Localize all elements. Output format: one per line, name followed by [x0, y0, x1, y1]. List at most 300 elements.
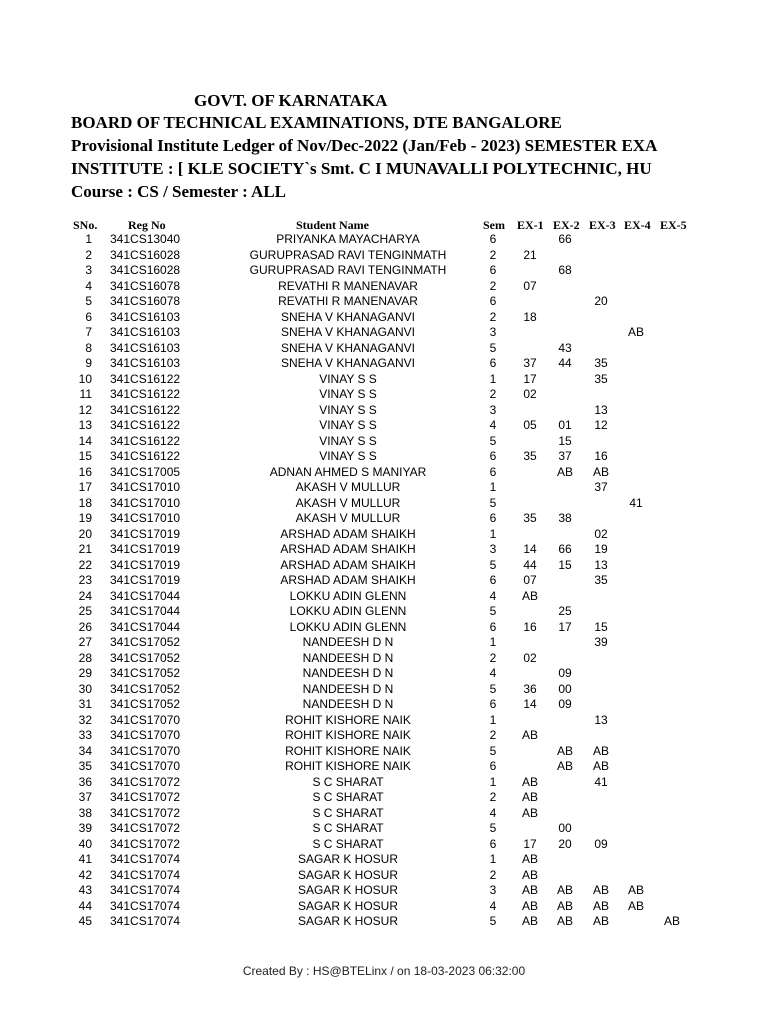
- row-ex3: AB: [592, 883, 609, 897]
- table-row: [0, 403, 768, 419]
- row-ex5: AB: [663, 914, 680, 928]
- row-sem: 6: [489, 356, 497, 370]
- row-sno: 26: [78, 619, 92, 634]
- row-student-name: ARSHAD ADAM SHAIKH: [280, 573, 416, 587]
- row-student-name: AKASH V MULLUR: [295, 480, 401, 494]
- row-ex4: AB: [627, 898, 644, 913]
- table-row: [0, 263, 768, 279]
- row-student-name: S C SHARAT: [312, 821, 384, 835]
- row-sem: 5: [489, 340, 497, 355]
- row-sem: 1: [489, 712, 497, 727]
- row-ex3: AB: [592, 914, 609, 928]
- row-sem: 4: [489, 666, 497, 680]
- row-sno: 5: [85, 294, 92, 308]
- row-ex3: 39: [594, 635, 608, 649]
- row-student-name: LOKKU ADIN GLENN: [289, 619, 407, 634]
- row-sem: 4: [489, 898, 497, 913]
- row-student-name: ARSHAD ADAM SHAIKH: [280, 542, 416, 556]
- row-sem: 3: [489, 883, 497, 897]
- row-student-name: NANDEESH D N: [302, 650, 394, 665]
- row-reg-no: 341CS17052: [110, 681, 181, 696]
- row-sno: 32: [78, 712, 92, 727]
- row-reg-no: 341CS16122: [110, 449, 181, 463]
- institute-title: INSTITUTE : [ KLE SOCIETY`s Smt. C I MUNAVALLI POLYTECHNIC, HU: [71, 159, 652, 178]
- row-ex2: AB: [556, 743, 573, 758]
- row-sno: 20: [78, 526, 92, 541]
- table-row: [0, 573, 768, 589]
- row-ex3: 35: [594, 356, 608, 370]
- row-ex2: AB: [556, 464, 573, 479]
- row-student-name: GURUPRASAD RAVI TENGINMATH: [249, 247, 447, 262]
- row-sno: 13: [78, 418, 92, 432]
- board-title: BOARD OF TECHNICAL EXAMINATIONS, DTE BANGALORE: [71, 113, 562, 132]
- table-row: [0, 899, 768, 915]
- row-ex2: 17: [558, 619, 572, 634]
- row-sem: 4: [489, 805, 497, 820]
- row-reg-no: 341CS17019: [110, 526, 181, 541]
- row-ex3: 13: [594, 712, 608, 727]
- ledger-table: [0, 232, 768, 930]
- row-ex3: AB: [592, 464, 609, 479]
- row-sno: 41: [78, 852, 92, 866]
- row-sno: 12: [78, 402, 92, 417]
- row-ex2: 00: [558, 821, 572, 835]
- row-ex3: AB: [592, 759, 609, 773]
- row-sem: 2: [489, 278, 497, 293]
- col-ex2-header: EX-2: [553, 218, 580, 232]
- row-sno: 9: [85, 356, 92, 370]
- row-ex1: AB: [521, 805, 538, 820]
- row-sem: 1: [489, 371, 497, 386]
- row-ex1: 05: [523, 418, 537, 432]
- row-sem: 5: [489, 495, 497, 510]
- table-row: [0, 821, 768, 837]
- row-reg-no: 341CS17074: [110, 898, 181, 913]
- row-sno: 25: [78, 604, 92, 618]
- table-row: [0, 651, 768, 667]
- table-row: [0, 728, 768, 744]
- row-student-name: SAGAR K HOSUR: [297, 867, 399, 882]
- table-row: [0, 248, 768, 264]
- row-ex1: 35: [523, 511, 537, 525]
- row-sem: 6: [489, 232, 497, 246]
- row-student-name: ROHIT KISHORE NAIK: [285, 728, 411, 742]
- row-reg-no: 341CS17052: [110, 635, 181, 649]
- row-sno: 33: [78, 728, 92, 742]
- row-ex3: 13: [594, 402, 608, 417]
- row-student-name: SNEHA V KHANAGANVI: [280, 325, 416, 339]
- row-ex1: 14: [523, 697, 537, 711]
- row-ex2: AB: [556, 914, 573, 928]
- row-sem: 6: [489, 464, 497, 479]
- table-row: [0, 837, 768, 853]
- table-row: [0, 356, 768, 372]
- row-reg-no: 341CS17010: [110, 480, 181, 494]
- row-reg-no: 341CS17074: [110, 852, 181, 866]
- row-reg-no: 341CS16103: [110, 340, 181, 355]
- table-row: [0, 279, 768, 295]
- row-ex2: 66: [558, 232, 572, 246]
- row-sem: 4: [489, 418, 497, 432]
- row-sno: 14: [78, 433, 92, 448]
- row-student-name: VINAY S S: [319, 433, 377, 448]
- col-ex4-header: EX-4: [624, 218, 651, 232]
- row-ex2: 43: [558, 340, 572, 355]
- row-ex1: AB: [521, 728, 538, 742]
- row-ex3: 13: [594, 557, 608, 572]
- row-sno: 16: [78, 464, 92, 479]
- row-sem: 1: [489, 480, 497, 494]
- row-student-name: VINAY S S: [319, 449, 377, 463]
- row-sem: 6: [489, 263, 497, 277]
- table-row: [0, 480, 768, 496]
- table-row: [0, 527, 768, 543]
- row-ex4: AB: [627, 325, 644, 339]
- row-reg-no: 341CS17072: [110, 836, 181, 851]
- row-sno: 30: [78, 681, 92, 696]
- table-row: [0, 790, 768, 806]
- row-reg-no: 341CS17052: [110, 666, 181, 680]
- row-sno: 37: [78, 790, 92, 804]
- row-reg-no: 341CS17005: [110, 464, 181, 479]
- row-ex2: 37: [558, 449, 572, 463]
- row-reg-no: 341CS16078: [110, 278, 181, 293]
- row-ex4: 41: [629, 495, 643, 510]
- table-row: [0, 465, 768, 481]
- row-ex1: 17: [523, 371, 537, 386]
- row-reg-no: 341CS16122: [110, 418, 181, 432]
- row-ex2: 25: [558, 604, 572, 618]
- row-ex3: 15: [594, 619, 608, 634]
- row-reg-no: 341CS16122: [110, 402, 181, 417]
- row-reg-no: 341CS17052: [110, 650, 181, 665]
- row-sno: 11: [79, 387, 92, 401]
- row-ex3: 09: [594, 836, 608, 851]
- row-student-name: SAGAR K HOSUR: [297, 883, 399, 897]
- row-student-name: ROHIT KISHORE NAIK: [285, 712, 411, 727]
- row-ex3: 19: [594, 542, 608, 556]
- table-row: [0, 341, 768, 357]
- row-sem: 2: [489, 309, 497, 324]
- row-sem: 1: [489, 635, 497, 649]
- row-reg-no: 341CS17019: [110, 557, 181, 572]
- row-sno: 24: [78, 588, 92, 603]
- table-row: [0, 542, 768, 558]
- row-ex3: 16: [594, 449, 608, 463]
- row-ex2: 00: [558, 681, 572, 696]
- row-reg-no: 341CS17072: [110, 805, 181, 820]
- table-row: [0, 620, 768, 636]
- row-sem: 2: [489, 247, 497, 262]
- row-ex1: 14: [523, 542, 537, 556]
- row-sno: 45: [78, 914, 92, 928]
- row-sno: 28: [78, 650, 92, 665]
- row-sno: 44: [78, 898, 92, 913]
- row-student-name: S C SHARAT: [312, 790, 384, 804]
- row-sno: 15: [78, 449, 92, 463]
- row-ex2: 15: [558, 557, 572, 572]
- row-reg-no: 341CS17070: [110, 712, 181, 727]
- row-ex1: 02: [523, 387, 537, 401]
- table-row: [0, 806, 768, 822]
- row-student-name: VINAY S S: [319, 387, 377, 401]
- row-reg-no: 341CS17074: [110, 883, 181, 897]
- row-student-name: SAGAR K HOSUR: [297, 914, 399, 928]
- row-ex2: 68: [558, 263, 572, 277]
- table-row: [0, 232, 768, 248]
- table-row: [0, 759, 768, 775]
- row-sem: 2: [489, 387, 497, 401]
- row-student-name: PRIYANKA MAYACHARYA: [276, 232, 420, 246]
- row-student-name: LOKKU ADIN GLENN: [289, 604, 407, 618]
- row-sno: 3: [85, 263, 92, 277]
- row-sem: 5: [489, 821, 497, 835]
- table-row: [0, 294, 768, 310]
- table-row: [0, 744, 768, 760]
- row-ex2: 20: [558, 836, 572, 851]
- table-row: [0, 589, 768, 605]
- row-sno: 43: [78, 883, 92, 897]
- row-ex1: 07: [523, 573, 537, 587]
- row-sem: 1: [489, 526, 497, 541]
- row-ex1: 16: [523, 619, 537, 634]
- col-ex1-header: EX-1: [517, 218, 544, 232]
- row-ex4: AB: [627, 883, 644, 897]
- row-ex1: 02: [523, 650, 537, 665]
- row-ex1: AB: [521, 588, 538, 603]
- row-sem: 6: [489, 573, 497, 587]
- table-row: [0, 511, 768, 527]
- row-student-name: NANDEESH D N: [302, 666, 394, 680]
- col-sno-header: SNo.: [73, 218, 98, 232]
- row-ex2: 15: [558, 433, 572, 448]
- row-student-name: GURUPRASAD RAVI TENGINMATH: [249, 263, 447, 277]
- row-sem: 3: [489, 402, 497, 417]
- row-sno: 36: [78, 774, 92, 789]
- table-row: [0, 852, 768, 868]
- row-sno: 1: [85, 232, 92, 246]
- row-ex2: AB: [556, 883, 573, 897]
- row-sno: 31: [78, 697, 92, 711]
- row-ex3: AB: [592, 898, 609, 913]
- row-sno: 29: [78, 666, 92, 680]
- row-sem: 6: [489, 511, 497, 525]
- row-reg-no: 341CS17070: [110, 759, 181, 773]
- document-header: [0, 0, 768, 210]
- row-sno: 42: [78, 867, 92, 882]
- footer-created-by: Created By : HS@BTELinx / on 18-03-2023 06:32:00: [242, 964, 526, 978]
- row-reg-no: 341CS13040: [110, 232, 181, 246]
- row-reg-no: 341CS16028: [110, 247, 181, 262]
- row-reg-no: 341CS17070: [110, 728, 181, 742]
- course-title: Course : CS / Semester : ALL: [71, 182, 286, 201]
- row-student-name: AKASH V MULLUR: [295, 495, 401, 510]
- row-sem: 3: [489, 542, 497, 556]
- row-sem: 2: [489, 867, 497, 882]
- row-ex2: 38: [558, 511, 572, 525]
- row-reg-no: 341CS16122: [110, 387, 181, 401]
- col-reg-header: Reg No: [128, 218, 166, 232]
- row-ex1: 07: [523, 278, 537, 293]
- row-sno: 38: [78, 805, 92, 820]
- row-student-name: ARSHAD ADAM SHAIKH: [280, 557, 416, 572]
- row-ex1: AB: [521, 774, 538, 789]
- row-ex3: 02: [594, 526, 608, 541]
- row-ex2: 09: [558, 697, 572, 711]
- row-sno: 39: [78, 821, 92, 835]
- row-sem: 5: [489, 914, 497, 928]
- row-sno: 7: [85, 325, 92, 339]
- row-sno: 27: [78, 635, 92, 649]
- row-sem: 2: [489, 790, 497, 804]
- row-ex2: AB: [556, 759, 573, 773]
- col-ex3-header: EX-3: [589, 218, 616, 232]
- row-sno: 19: [78, 511, 92, 525]
- row-sem: 5: [489, 433, 497, 448]
- row-student-name: REVATHI R MANENAVAR: [278, 278, 418, 293]
- row-ex2: AB: [556, 898, 573, 913]
- row-ex1: 35: [523, 449, 537, 463]
- govt-title: GOVT. OF KARNATAKA: [194, 91, 388, 110]
- row-student-name: SNEHA V KHANAGANVI: [280, 356, 416, 370]
- row-student-name: NANDEESH D N: [302, 697, 394, 711]
- row-ex1: 36: [523, 681, 537, 696]
- row-ex1: AB: [521, 790, 538, 804]
- row-student-name: ADNAN AHMED S MANIYAR: [269, 464, 427, 479]
- table-row: [0, 387, 768, 403]
- row-student-name: SNEHA V KHANAGANVI: [280, 309, 416, 324]
- row-reg-no: 341CS16122: [110, 371, 181, 386]
- row-student-name: S C SHARAT: [312, 805, 384, 820]
- row-student-name: SAGAR K HOSUR: [297, 852, 399, 866]
- row-ex3: 20: [594, 294, 608, 308]
- row-student-name: VINAY S S: [319, 402, 377, 417]
- row-sno: 2: [85, 247, 92, 262]
- row-student-name: NANDEESH D N: [302, 635, 394, 649]
- row-reg-no: 341CS17074: [110, 914, 181, 928]
- row-sem: 5: [489, 604, 497, 618]
- row-sno: 17: [78, 480, 92, 494]
- row-sno: 10: [78, 371, 92, 386]
- row-sem: 6: [489, 759, 497, 773]
- ledger-title: Provisional Institute Ledger of Nov/Dec-2022 (Jan/Feb - 2023) SEMESTER EXA: [71, 136, 658, 155]
- col-ex5-header: EX-5: [660, 218, 687, 232]
- row-ex1: AB: [521, 914, 538, 928]
- row-sno: 4: [85, 278, 92, 293]
- row-ex1: AB: [521, 898, 538, 913]
- row-reg-no: 341CS17072: [110, 774, 181, 789]
- row-ex1: 37: [523, 356, 537, 370]
- row-sem: 5: [489, 681, 497, 696]
- row-reg-no: 341CS17019: [110, 573, 181, 587]
- row-reg-no: 341CS17072: [110, 790, 181, 804]
- row-ex2: 66: [558, 542, 572, 556]
- row-student-name: SNEHA V KHANAGANVI: [280, 340, 416, 355]
- row-reg-no: 341CS17010: [110, 495, 181, 510]
- row-reg-no: 341CS16122: [110, 433, 181, 448]
- row-reg-no: 341CS17072: [110, 821, 181, 835]
- row-reg-no: 341CS16103: [110, 325, 181, 339]
- col-name-header: Student Name: [296, 218, 370, 232]
- table-row: [0, 310, 768, 326]
- row-sem: 6: [489, 619, 497, 634]
- table-row: [0, 449, 768, 465]
- table-row: [0, 604, 768, 620]
- row-reg-no: 341CS17070: [110, 743, 181, 758]
- row-ex3: 12: [594, 418, 608, 432]
- table-row: [0, 496, 768, 512]
- row-student-name: AKASH V MULLUR: [295, 511, 401, 525]
- row-ex1: 44: [523, 557, 537, 572]
- table-row: [0, 558, 768, 574]
- row-sno: 21: [78, 542, 92, 556]
- row-sem: 5: [489, 743, 497, 758]
- row-ex1: 21: [523, 247, 537, 262]
- row-reg-no: 341CS16103: [110, 356, 181, 370]
- row-sem: 6: [489, 836, 497, 851]
- table-row: [0, 372, 768, 388]
- row-ex3: 37: [594, 480, 608, 494]
- row-student-name: LOKKU ADIN GLENN: [289, 588, 407, 603]
- row-ex3: 35: [594, 573, 608, 587]
- row-sno: 18: [78, 495, 92, 510]
- table-row: [0, 418, 768, 434]
- table-row: [0, 775, 768, 791]
- row-ex2: 44: [558, 356, 572, 370]
- row-ex1: AB: [521, 883, 538, 897]
- table-row: [0, 697, 768, 713]
- row-ex3: AB: [592, 743, 609, 758]
- row-sem: 2: [489, 650, 497, 665]
- row-sno: 8: [85, 340, 92, 355]
- table-row: [0, 666, 768, 682]
- row-ex1: AB: [521, 867, 538, 882]
- table-row: [0, 914, 768, 930]
- table-row: [0, 883, 768, 899]
- row-ex1: AB: [521, 852, 538, 866]
- row-student-name: REVATHI R MANENAVAR: [278, 294, 418, 308]
- row-sno: 23: [78, 573, 92, 587]
- row-student-name: VINAY S S: [319, 371, 377, 386]
- row-student-name: S C SHARAT: [312, 774, 384, 789]
- table-row: [0, 682, 768, 698]
- row-student-name: S C SHARAT: [312, 836, 384, 851]
- row-reg-no: 341CS17044: [110, 619, 181, 634]
- row-student-name: NANDEESH D N: [302, 681, 394, 696]
- row-ex3: 41: [594, 774, 608, 789]
- row-sno: 6: [85, 309, 92, 324]
- table-row: [0, 635, 768, 651]
- table-row: [0, 868, 768, 884]
- row-sem: 1: [489, 774, 497, 789]
- table-row: [0, 325, 768, 341]
- row-reg-no: 341CS17010: [110, 511, 181, 525]
- row-ex3: 35: [594, 371, 608, 386]
- row-sem: 4: [489, 588, 497, 603]
- row-sem: 3: [489, 325, 497, 339]
- row-ex1: 17: [523, 836, 537, 851]
- row-reg-no: 341CS16078: [110, 294, 181, 308]
- row-reg-no: 341CS17052: [110, 697, 181, 711]
- row-student-name: ROHIT KISHORE NAIK: [285, 743, 411, 758]
- row-ex1: 18: [523, 309, 537, 324]
- row-sem: 1: [489, 852, 497, 866]
- row-sem: 2: [489, 728, 497, 742]
- row-student-name: SAGAR K HOSUR: [297, 898, 399, 913]
- row-reg-no: 341CS17074: [110, 867, 181, 882]
- row-sno: 40: [78, 836, 92, 851]
- row-sem: 6: [489, 697, 497, 711]
